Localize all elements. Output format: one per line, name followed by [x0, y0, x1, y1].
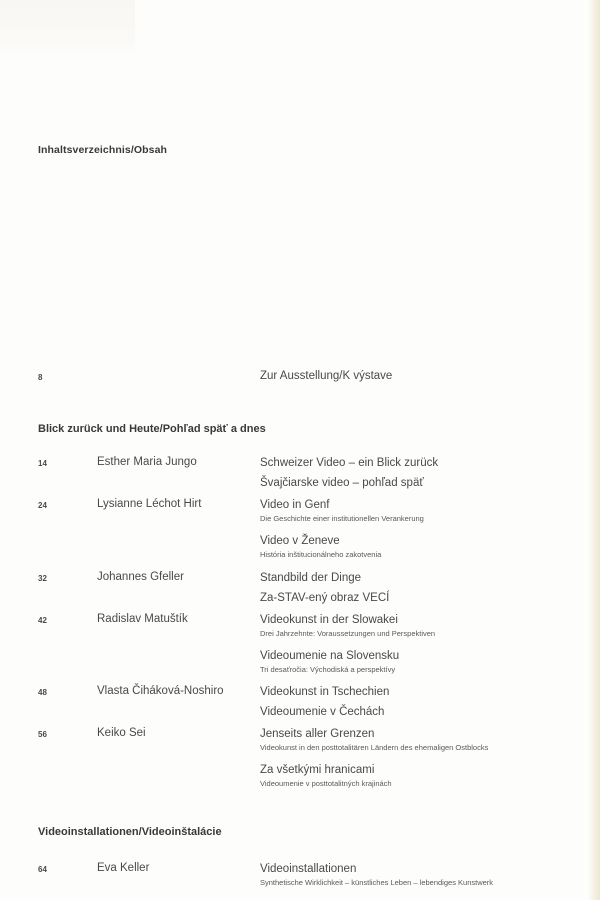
title-de: Jenseits aller Grenzen — [260, 728, 375, 740]
author-name: Radislav Matuštík — [97, 613, 188, 625]
title-sk: Za-STAV-ený obraz VECÍ — [260, 592, 390, 604]
entry-titles — [260, 456, 590, 490]
entry-titles — [260, 498, 590, 560]
title-block-sk — [260, 763, 590, 789]
page-number: 56 — [38, 730, 47, 739]
title-sk: Video v Ženeve — [260, 535, 340, 547]
title-sk: Videoumenie v Čechách — [260, 706, 385, 718]
title-sk: Švajčiarske video – pohľad späť — [260, 477, 424, 489]
faded-bleedthrough-mark — [0, 0, 135, 55]
page-number: 14 — [38, 459, 47, 468]
page-number: 32 — [38, 574, 47, 583]
title-de: Schweizer Video – ein Blick zurück — [260, 457, 439, 469]
title-block-sk — [260, 534, 590, 560]
title-de: Standbild der Dinge — [260, 572, 362, 584]
entry-title: Zur Ausstellung/K výstave — [260, 370, 393, 382]
page-number: 48 — [38, 688, 47, 697]
title-block-de — [260, 498, 590, 524]
author-name: Vlasta Čiháková-Noshiro — [97, 685, 224, 697]
title-sk: Za všetkými hranicami — [260, 764, 375, 776]
page-title: Inhaltsverzeichnis/Obsah — [38, 144, 168, 156]
page-number: 8 — [38, 373, 43, 382]
subtitle-sk: História inštitucionálneho zakotvenia — [260, 550, 382, 559]
entry-titles — [260, 571, 590, 605]
page-number: 42 — [38, 616, 47, 625]
title-de: Videoinstallationen — [260, 863, 357, 875]
title-block-de — [260, 862, 590, 888]
title-sk: Videoumenie na Slovensku — [260, 650, 400, 662]
entry-titles — [260, 862, 590, 888]
section-heading-blick-zurueck: Blick zurück und Heute/Pohľad späť a dnes — [38, 423, 266, 435]
author-name: Esther Maria Jungo — [97, 456, 197, 468]
entry-titles — [260, 613, 590, 675]
author-name: Keiko Sei — [97, 727, 146, 739]
subtitle-sk: Videoumenie v posttotalitných krajinách — [260, 779, 392, 788]
subtitle-sk: Tri desaťročia: Východiská a perspektívy — [260, 665, 396, 674]
entry-titles — [260, 685, 590, 719]
title-de: Videokunst in der Slowakei — [260, 614, 398, 626]
title-block-sk — [260, 649, 590, 675]
author-name: Eva Keller — [97, 862, 150, 874]
title-de: Videokunst in Tschechien — [260, 686, 390, 698]
author-name: Lysianne Léchot Hirt — [97, 498, 202, 510]
section-heading-videoinstallationen: Videoinstallationen/Videoinštalácie — [38, 826, 222, 838]
title-block-de — [260, 613, 590, 639]
subtitle-de: Synthetische Wirklichkeit – künstliches Leben – lebendiges Kunstwerk — [260, 878, 494, 887]
page-number: 64 — [38, 865, 47, 874]
title-block-de — [260, 727, 590, 753]
author-name: Johannes Gfeller — [97, 571, 184, 583]
subtitle-de: Die Geschichte einer institutionellen Verankerung — [260, 514, 424, 523]
page-number: 24 — [38, 501, 47, 510]
title-de: Video in Genf — [260, 499, 330, 511]
subtitle-de: Drei Jahrzehnte: Voraussetzungen und Perspektiven — [260, 629, 436, 638]
subtitle-de: Videokunst in den posttotalitären Ländern des ehemaligen Ostblocks — [260, 743, 489, 752]
entry-titles — [260, 727, 590, 789]
